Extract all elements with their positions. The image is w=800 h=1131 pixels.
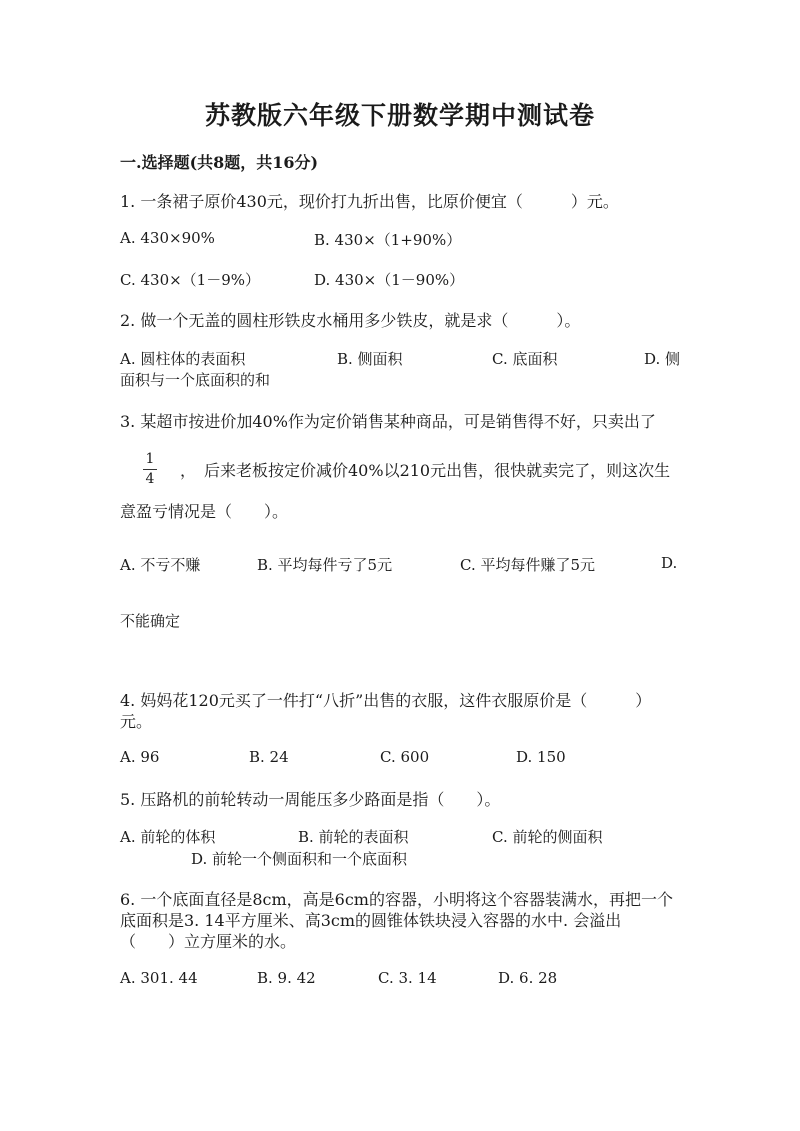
question-3-line-2: ， 后来老板按定价减价40%以210元出售，很快就卖完了，则这次生 (180, 461, 671, 480)
question-3-line-3: 意盈亏情况是（ ）。 (120, 502, 289, 521)
section-heading: 一.选择题(共8题，共16分) (120, 153, 319, 172)
question-2-text: 2. 做一个无盖的圆柱形铁皮水桶用多少铁皮，就是求（ ）。 (120, 311, 581, 330)
question-1-text: 1. 一条裙子原价430元，现价打九折出售，比原价便宜（ ）元。 (120, 192, 619, 211)
question-6-option-a: A. 301. 44 (120, 969, 198, 987)
question-2-option-d-continued: 面积与一个底面积的和 (120, 371, 271, 389)
fraction-bar (143, 469, 157, 470)
question-3-option-d: D. (661, 554, 678, 572)
question-4-line-2: 元。 (120, 712, 153, 731)
question-5-option-c: C. 前轮的侧面积 (492, 828, 603, 846)
fraction-numerator: 1 (145, 451, 155, 467)
question-5-option-b: B. 前轮的表面积 (298, 828, 409, 846)
question-3-line-1: 3. 某超市按进价加40%作为定价销售某种商品，可是销售得不好，只卖出了 (120, 412, 656, 431)
question-5-option-d: D. 前轮一个侧面积和一个底面积 (191, 850, 408, 868)
question-4-option-a: A. 96 (120, 748, 160, 766)
question-6-option-d: D. 6. 28 (498, 969, 558, 987)
question-1-option-d: D. 430×（1－90%） (314, 271, 465, 289)
question-6-option-c: C. 3. 14 (378, 969, 437, 987)
question-4-line-1: 4. 妈妈花120元买了一件打“八折”出售的衣服，这件衣服原价是（ ） (120, 691, 652, 710)
question-6-option-b: B. 9. 42 (257, 969, 316, 987)
question-3-option-d-continued: 不能确定 (120, 612, 181, 630)
question-5-option-a: A. 前轮的体积 (120, 828, 216, 846)
question-2-option-d: D. 侧 (644, 350, 681, 368)
question-3-option-a: A. 不亏不赚 (120, 556, 201, 574)
question-3-option-b: B. 平均每件亏了5元 (257, 556, 393, 574)
fraction-denominator: 4 (145, 471, 155, 487)
question-1-option-c: C. 430×（1－9%） (120, 271, 261, 289)
question-2-option-a: A. 圆柱体的表面积 (120, 350, 246, 368)
fraction-one-quarter (143, 451, 157, 488)
question-1-option-a: A. 430×90% (120, 229, 215, 247)
question-2-option-c: C. 底面积 (492, 350, 558, 368)
question-2-option-b: B. 侧面积 (337, 350, 403, 368)
question-1-option-b: B. 430×（1+90%） (314, 231, 462, 249)
question-6-line-3: （ ）立方厘米的水。 (120, 932, 297, 951)
question-5-text: 5. 压路机的前轮转动一周能压多少路面是指（ ）。 (120, 790, 501, 809)
question-4-option-d: D. 150 (516, 748, 566, 766)
page-title: 苏教版六年级下册数学期中测试卷 (204, 101, 595, 130)
question-3-option-c: C. 平均每件赚了5元 (460, 556, 596, 574)
question-6-line-1: 6. 一个底面直径是8cm，高是6cm的容器，小明将这个容器装满水，再把一个 (120, 890, 673, 909)
question-4-option-c: C. 600 (380, 748, 430, 766)
question-6-line-2: 底面积是3. 14平方厘米、高3cm的圆锥体铁块浸入容器的水中. 会溢出 (120, 911, 622, 930)
question-4-option-b: B. 24 (249, 748, 289, 766)
